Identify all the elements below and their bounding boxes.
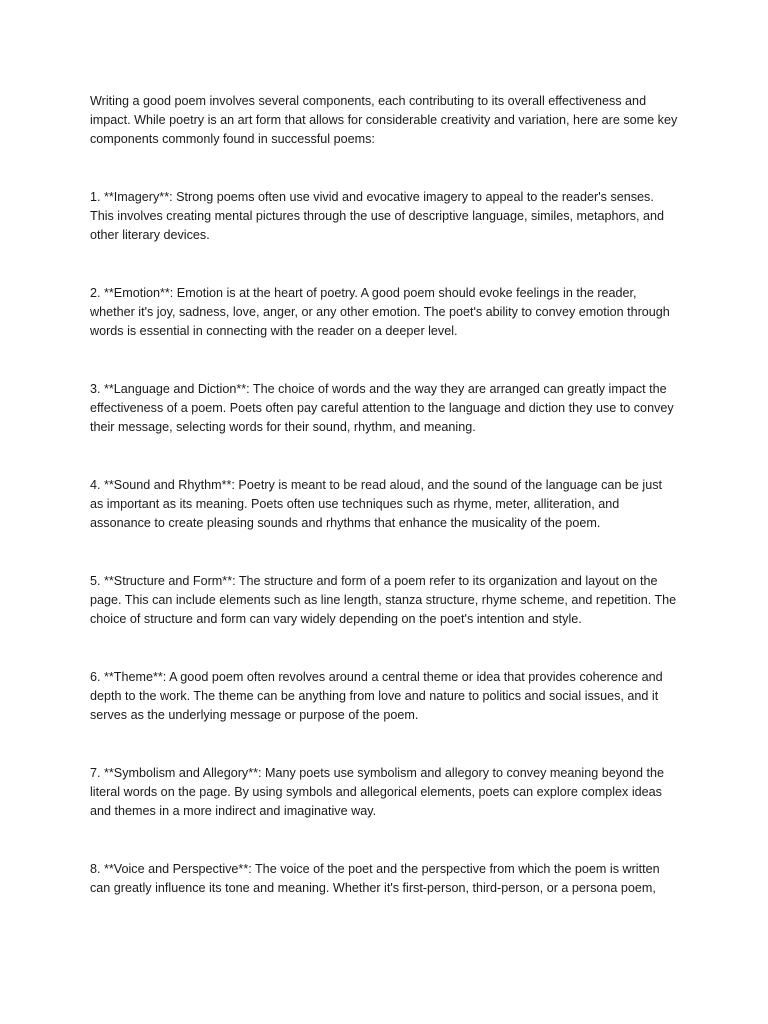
list-item-sound-rhythm: 4. **Sound and Rhythm**: Poetry is meant to be read aloud, and the sound of the language can be just as important as its meaning. Poets often use techniques such as rhyme, meter, alliteration, and assonance to create pleasing sounds and rhythms that enhance the musicality of the poem.: [90, 478, 663, 531]
document-body: [90, 92, 678, 937]
list-item-theme: 6. **Theme**: A good poem often revolves around a central theme or idea that provides coherence and depth to the work. The theme can be anything from love and nature to politics and social issues, and it serves as the underlying message or purpose of the poem.: [90, 670, 663, 723]
list-item-voice-perspective: 8. **Voice and Perspective**: The voice of the poet and the perspective from which the poem is written can greatly influence its tone and meaning. Whether it's first-person, third-person, or a persona poem,: [90, 862, 660, 896]
intro-paragraph: Writing a good poem involves several components, each contributing to its overall effectiveness and impact. While poetry is an art form that allows for considerable creativity and variation, here are some key components commonly found in successful poems:: [90, 94, 678, 147]
list-item-language-diction: 3. **Language and Diction**: The choice of words and the way they are arranged can greatly impact the effectiveness of a poem. Poets often pay careful attention to the language and diction they use to convey their message, selecting words for their sound, rhythm, and meaning.: [90, 382, 674, 435]
list-item-structure-form: 5. **Structure and Form**: The structure and form of a poem refer to its organization and layout on the page. This can include elements such as line length, stanza structure, rhyme scheme, and repetition. The choice of structure and form can vary widely depending on the poet's intention and style.: [90, 574, 677, 627]
list-item-emotion: 2. **Emotion**: Emotion is at the heart of poetry. A good poem should evoke feelings in the reader, whether it's joy, sadness, love, anger, or any other emotion. The poet's ability to convey emotion through words is essential in connecting with the reader on a deeper level.: [90, 286, 670, 339]
list-item-imagery: 1. **Imagery**: Strong poems often use vivid and evocative imagery to appeal to the reader's senses. This involves creating mental pictures through the use of descriptive language, similes, metaphors, and other literary devices.: [90, 190, 665, 243]
list-item-symbolism-allegory: 7. **Symbolism and Allegory**: Many poets use symbolism and allegory to convey meaning beyond the literal words on the page. By using symbols and allegorical elements, poets can explore complex ideas and themes in a more indirect and imaginative way.: [90, 766, 665, 819]
